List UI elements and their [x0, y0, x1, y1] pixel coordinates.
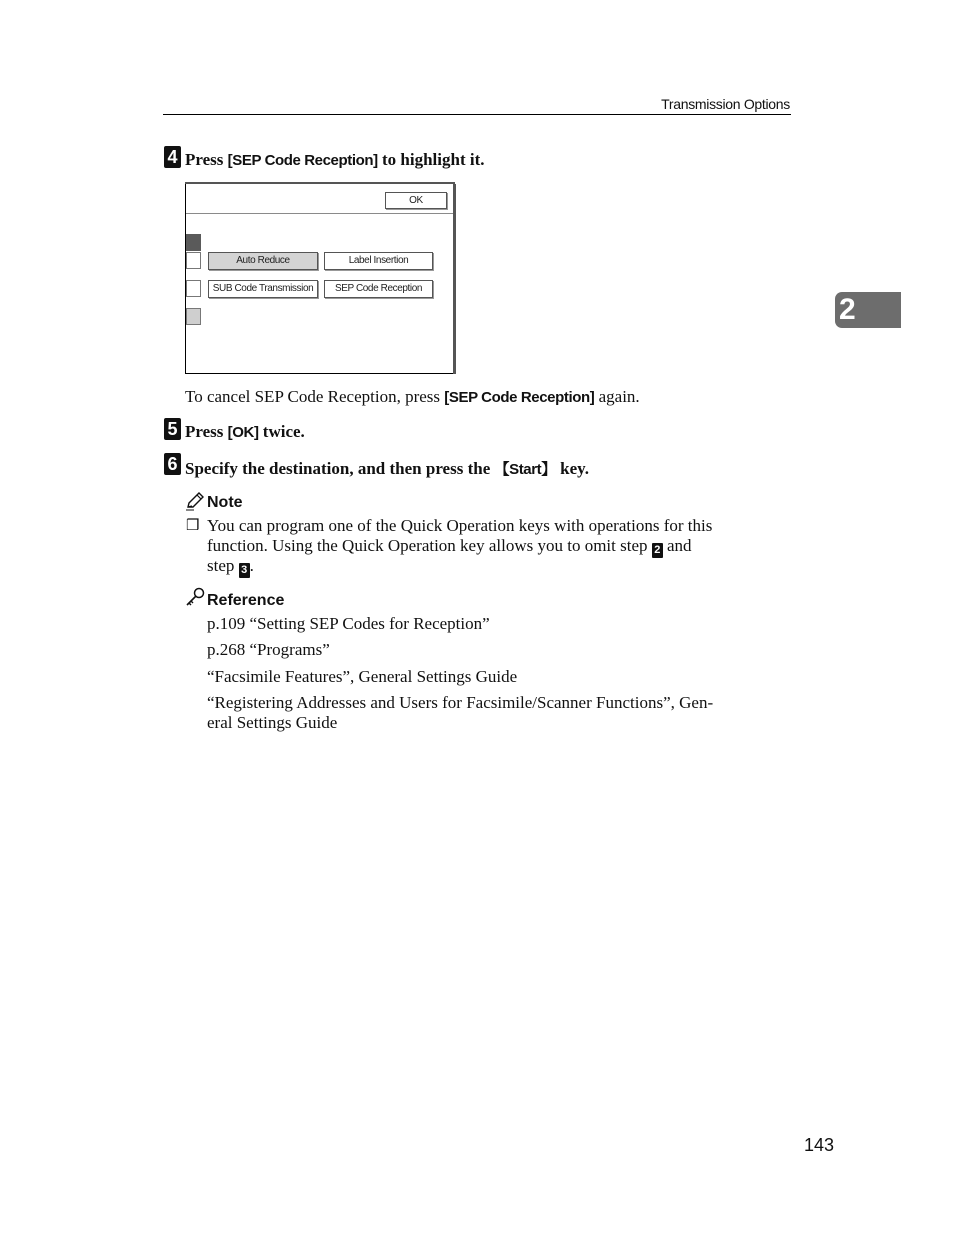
- step-5-pre: Press: [185, 422, 228, 441]
- cancel-key: [SEP Code Reception]: [444, 389, 595, 406]
- auto-reduce-button[interactable]: Auto Reduce: [208, 252, 318, 270]
- step-5-post: twice.: [258, 422, 305, 441]
- step-4-instruction: [185, 150, 485, 170]
- side-tab-active[interactable]: [186, 234, 201, 251]
- reference-item[interactable]: “Registering Addresses and Users for Facsimile/Scanner Functions”, Gen-: [207, 693, 714, 712]
- label-insertion-button[interactable]: Label Insertion: [324, 252, 433, 270]
- reference-item[interactable]: p.109 “Setting SEP Codes for Reception”: [207, 614, 490, 633]
- reference-item[interactable]: p.268 “Programs”: [207, 640, 330, 659]
- cancel-pre: To cancel SEP Code Reception, press: [185, 387, 445, 406]
- panel-divider: [186, 213, 453, 214]
- chapter-tab: 2: [835, 292, 901, 328]
- note-line-3: [207, 556, 254, 578]
- page-number: 143: [803, 1135, 834, 1155]
- ok-button[interactable]: OK: [385, 192, 447, 209]
- sep-code-reception-button[interactable]: SEP Code Reception: [324, 280, 433, 298]
- step-6-pre: Specify the destination, and then press the: [185, 459, 495, 478]
- panel-top-edge: [185, 182, 455, 184]
- step-5-instruction: [185, 422, 305, 442]
- step-badge-6: 6: [164, 453, 181, 475]
- note-line-2-pre: function. Using the Quick Operation key allows you to omit step: [207, 536, 652, 555]
- step-4-key: [SEP Code Reception]: [227, 152, 378, 169]
- note-line-1: You can program one of the Quick Operation keys with operations for this: [207, 516, 713, 535]
- cancel-instruction: [185, 387, 640, 408]
- reference-item-continued[interactable]: eral Settings Guide: [207, 713, 338, 732]
- panel-right-edge: [453, 184, 456, 374]
- step-badge-5: 5: [164, 418, 181, 440]
- step-4-post: to highlight it.: [377, 150, 485, 169]
- sub-code-transmission-button[interactable]: SUB Code Transmission: [208, 280, 318, 298]
- header-rule: [163, 114, 791, 115]
- step-ref-2: 2: [652, 543, 663, 558]
- reference-item[interactable]: “Facsimile Features”, General Settings Guide: [207, 667, 518, 686]
- reference-heading: Reference: [207, 592, 285, 609]
- cancel-post: again.: [594, 387, 640, 406]
- step-4-pre: Press: [185, 150, 228, 169]
- step-badge-4: 4: [164, 146, 181, 168]
- step-6-post: key.: [555, 459, 589, 478]
- side-tab[interactable]: [186, 308, 201, 325]
- panel-screenshot: [185, 182, 455, 374]
- side-tab[interactable]: [186, 280, 201, 297]
- note-line-3-pre: step: [207, 556, 239, 575]
- step-5-key: [OK]: [227, 424, 259, 441]
- step-6-key: 【Start】: [494, 461, 556, 478]
- note-line-2-post: and: [662, 536, 692, 555]
- note-line-2: [207, 536, 791, 558]
- note-bullet: ❒: [186, 518, 200, 534]
- side-tab[interactable]: [186, 252, 201, 269]
- note-heading: Note: [207, 494, 243, 511]
- step-ref-3: 3: [239, 563, 250, 578]
- pencil-icon: [185, 491, 205, 511]
- key-icon: [185, 587, 206, 607]
- step-6-instruction: [185, 458, 589, 479]
- running-head: Transmission Options: [661, 96, 790, 112]
- note-line-3-post: .: [249, 556, 254, 575]
